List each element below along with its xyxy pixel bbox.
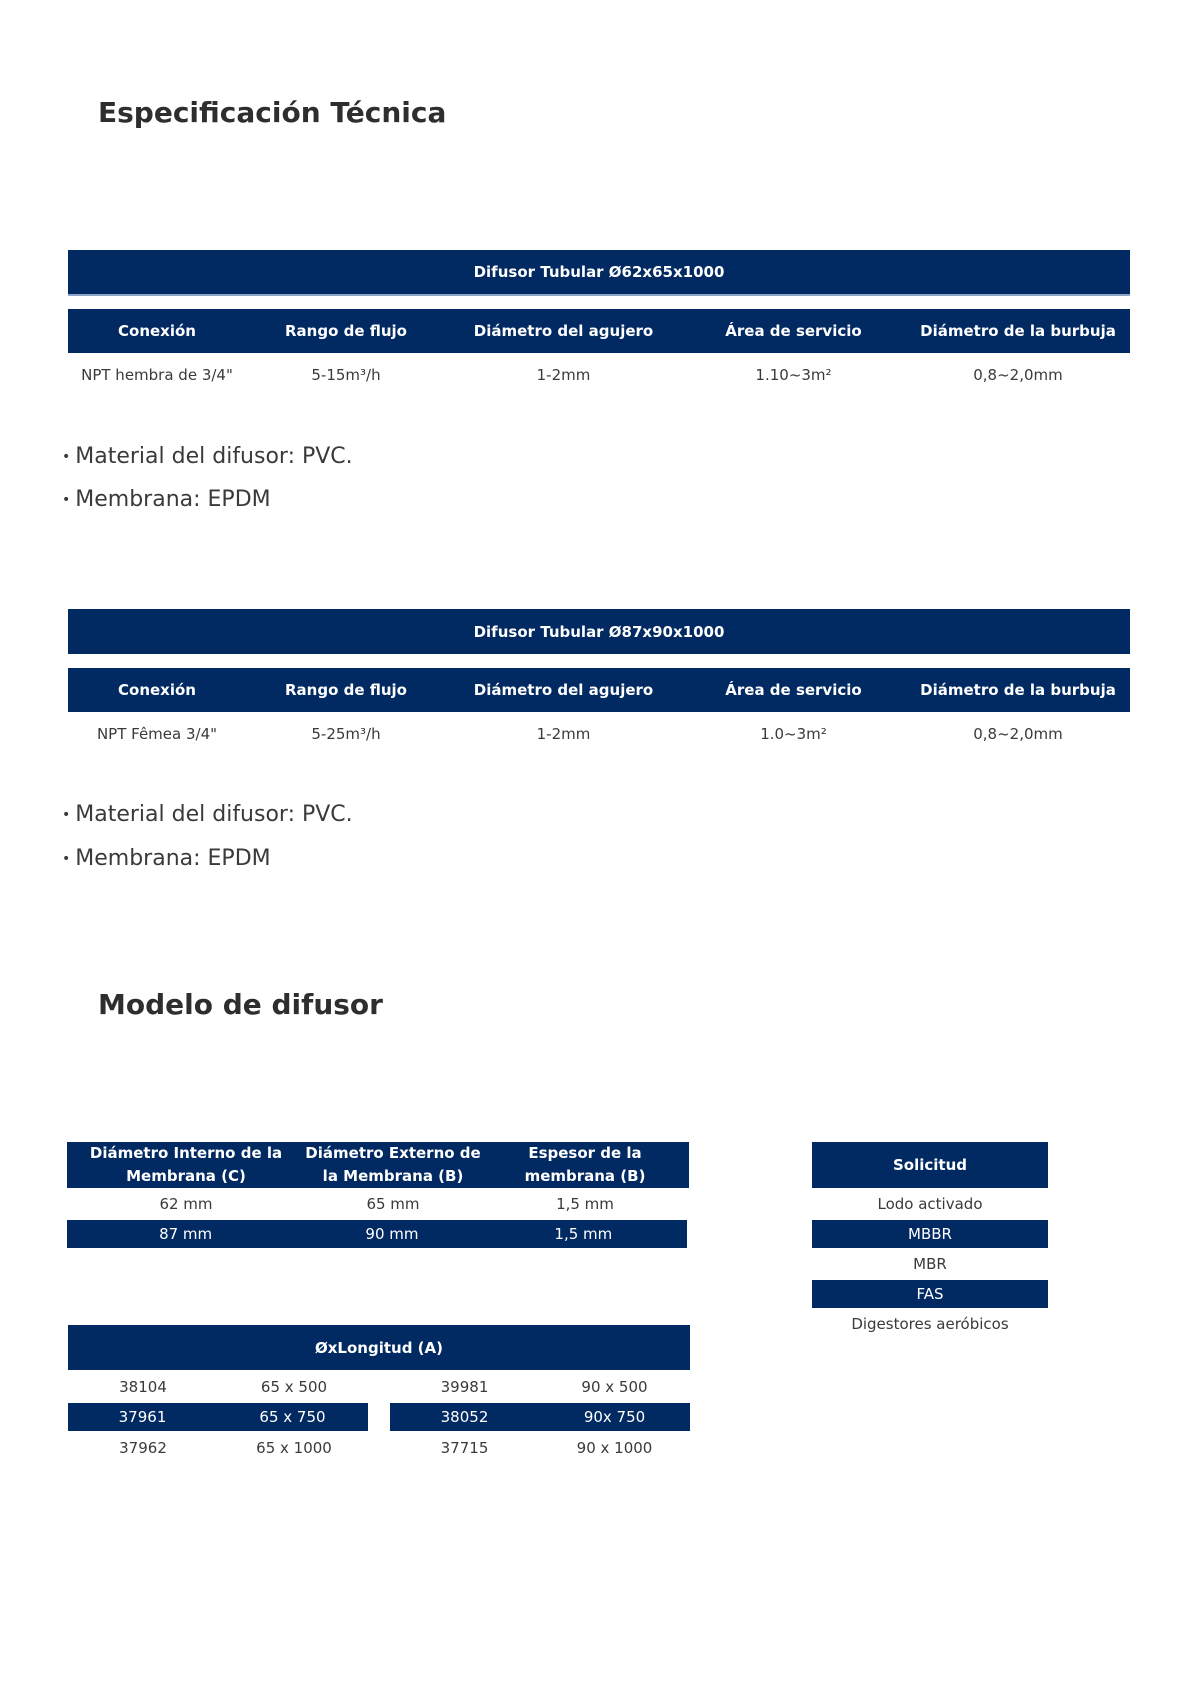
length-header-label: ØxLongitud (A) bbox=[315, 1338, 443, 1357]
spec-table-2-title: Difusor Tubular Ø87x90x1000 bbox=[473, 622, 725, 641]
cell-size: 65 x 1000 bbox=[256, 1439, 332, 1457]
bullet-icon: • bbox=[62, 806, 71, 823]
membrane-table-row bbox=[67, 1220, 687, 1248]
length-row-left bbox=[68, 1434, 370, 1462]
application-item: Lodo activado bbox=[877, 1195, 983, 1213]
cell-code: 37962 bbox=[119, 1439, 167, 1457]
spec-2-note-material bbox=[62, 802, 353, 827]
note-text: Membrana: EPDM bbox=[75, 487, 271, 512]
cell-code: 38104 bbox=[119, 1378, 167, 1396]
cell-conexion: NPT hembra de 3/4" bbox=[81, 366, 233, 384]
cell-size: 65 x 750 bbox=[259, 1408, 326, 1426]
membrane-table-row bbox=[67, 1188, 689, 1220]
spec-1-note-material bbox=[62, 444, 353, 469]
cell-rango-flujo: 5-25m³/h bbox=[311, 725, 381, 743]
cell-code: 37715 bbox=[440, 1439, 489, 1457]
header-diametro-agujero: Diámetro del agujero bbox=[473, 681, 654, 699]
cell-size: 90 x 500 bbox=[581, 1378, 648, 1396]
header-espesor: Espesor de la membrana (B) bbox=[524, 1144, 646, 1185]
cell-diametro-burbuja: 0,8~2,0mm bbox=[973, 366, 1063, 384]
application-item: Digestores aeróbicos bbox=[851, 1315, 1009, 1333]
spec-table-1-title: Difusor Tubular Ø62x65x1000 bbox=[473, 263, 725, 281]
note-text: Material del difusor: PVC. bbox=[75, 802, 353, 827]
cell-rango-flujo: 5-15m³/h bbox=[311, 366, 381, 384]
cell-conexion: NPT Fêmea 3/4" bbox=[96, 725, 218, 743]
length-row-right bbox=[390, 1403, 690, 1431]
spec-table-2-header-row bbox=[68, 668, 1130, 712]
cell-code: 37961 bbox=[118, 1408, 167, 1426]
application-item: FAS bbox=[812, 1280, 1048, 1308]
cell-diametro-interno: 87 mm bbox=[159, 1225, 213, 1243]
application-item: MBR bbox=[913, 1255, 947, 1273]
header-rango-flujo: Rango de flujo bbox=[285, 322, 407, 340]
cell-area-servicio: 1.10~3m² bbox=[755, 366, 832, 384]
application-header-label: Solicitud bbox=[892, 1156, 967, 1174]
spec-table-1-header-row bbox=[68, 309, 1130, 353]
spec-section-title: Especificación Técnica bbox=[98, 96, 447, 129]
length-table-header bbox=[68, 1325, 690, 1370]
cell-area-servicio: 1.0~3m² bbox=[760, 725, 827, 743]
bullet-icon: • bbox=[62, 850, 71, 867]
header-area-servicio: Área de servicio bbox=[725, 681, 862, 699]
header-diametro-externo: Diámetro Externo de la Membrana (B) bbox=[305, 1144, 481, 1185]
cell-espesor: 1,5 mm bbox=[556, 1195, 614, 1213]
bullet-icon: • bbox=[62, 448, 71, 465]
spec-table-1-title-bar bbox=[68, 250, 1130, 296]
cell-diametro-interno: 62 mm bbox=[159, 1195, 213, 1213]
length-row-left bbox=[68, 1373, 370, 1401]
model-section-title: Modelo de difusor bbox=[98, 988, 383, 1021]
header-diametro-burbuja: Diámetro de la burbuja bbox=[920, 322, 1116, 340]
cell-diametro-externo: 90 mm bbox=[365, 1225, 419, 1243]
length-row-right bbox=[390, 1434, 690, 1462]
cell-diametro-externo: 65 mm bbox=[366, 1195, 420, 1213]
cell-code: 38052 bbox=[440, 1408, 489, 1426]
note-text: Membrana: EPDM bbox=[75, 846, 271, 871]
cell-espesor: 1,5 mm bbox=[554, 1225, 613, 1243]
header-diametro-burbuja: Diámetro de la burbuja bbox=[920, 681, 1116, 699]
spec-table-2-data-row bbox=[68, 714, 1130, 754]
spec-table-2-title-bar bbox=[68, 609, 1130, 654]
cell-size: 90x 750 bbox=[583, 1408, 646, 1426]
bullet-icon: • bbox=[62, 491, 71, 508]
header-area-servicio: Área de servicio bbox=[725, 322, 862, 340]
cell-diametro-agujero: 1-2mm bbox=[536, 366, 591, 384]
length-row-left bbox=[68, 1403, 368, 1431]
cell-size: 65 x 500 bbox=[260, 1378, 328, 1396]
cell-code: 39981 bbox=[440, 1378, 489, 1396]
application-table-header bbox=[812, 1142, 1048, 1188]
spec-2-note-membrana bbox=[62, 846, 271, 871]
cell-diametro-burbuja: 0,8~2,0mm bbox=[973, 725, 1063, 743]
spec-table-1-data-row bbox=[68, 355, 1130, 395]
header-diametro-interno: Diámetro Interno de la Membrana (C) bbox=[89, 1144, 283, 1185]
header-conexion: Conexión bbox=[118, 681, 196, 699]
length-row-right bbox=[390, 1373, 690, 1401]
membrane-table-header bbox=[67, 1142, 689, 1188]
note-text: Material del difusor: PVC. bbox=[75, 444, 353, 469]
cell-diametro-agujero: 1-2mm bbox=[536, 725, 591, 743]
cell-size: 90 x 1000 bbox=[576, 1439, 653, 1457]
spec-1-note-membrana bbox=[62, 487, 271, 512]
application-item: MBBR bbox=[812, 1220, 1048, 1248]
header-conexion: Conexión bbox=[118, 322, 196, 340]
header-rango-flujo: Rango de flujo bbox=[285, 681, 407, 699]
header-diametro-agujero: Diámetro del agujero bbox=[473, 322, 654, 340]
